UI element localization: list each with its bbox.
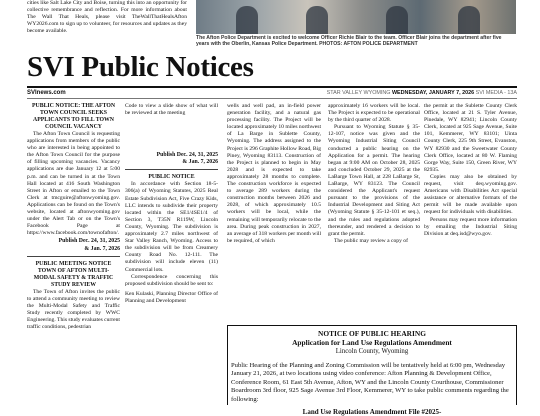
public-hearing-notice-box <box>227 325 517 416</box>
photo-figure <box>386 6 408 34</box>
notice-heading: PUBLIC NOTICE: THE AFTON TOWN COUNCIL SEEKS APPLICANTS TO FILL TOWN COUNCIL VACANCY <box>31 103 116 130</box>
publish-dates: Publish Dec. 24, 31, 2025 & Jan. 7, 2026 <box>58 238 120 252</box>
notice-body: Public Hearing of the Planning and Zoning Commission will be tentatively held at 6:00 pm, Wednesday January 21, 2026, at two locations using video conference: Afton Planning & Development Office, Conference Room, 61 East 5th Avenue, Afton, WY and the Lincoln County Courthouse, Commissioner Boardroom 3rd floor, 925 Sage Avenue 3rd Floor, Kemmerer, WY to take public comments regarding the following: <box>231 362 509 403</box>
contact-address: Ken Kulaski, Planning Director Office of Planning and Development <box>125 290 218 304</box>
notice-body: Pursuant to Wyoming Statute § 35-12-107, notice was given and the Wyoming Industrial Siting Council conducted a public hearing on the Application for a permit. The hearing began at 9:00 AM on October 28, 2025 and concluded October 29, 2025 at the LaBarge Town Hall, at 228 LaBarge St, LaBarge, WY 83123. The Council considered the Applicant's request pursuant to the provisions of the Industrial Development and Siting Act (Wyoming Statute § 35-12-101 et seq.), and the rules and regulations adopted thereunder, and rendered a decision to grant the permit. <box>328 124 420 237</box>
section-masthead <box>27 52 517 82</box>
notice-separator <box>125 169 218 170</box>
masthead-rule <box>27 86 517 88</box>
notice-body: Code to view a slide show of what will be reviewed at the meeting <box>125 103 218 117</box>
notice-body: Copies may also be obtained by request, visit deq.wyoming.gov. Americans with Disabilities Act special assistance or alternative formats of the permit will be made available upon request for individuals with disabilities. <box>424 173 517 216</box>
column-1 <box>27 103 120 331</box>
masthead-dateline <box>27 89 517 98</box>
notice-body: The Town of Afton invites the public to attend a community meeting to review the Multi-Modal Safety and Traffic Study recently completed by WWC Engineering. This study evaluates current traffic conditions, pedestrian <box>27 288 120 331</box>
notice-body: In accordance with Section 18-5-306(a) of Wyoming Statutes, 2025 Real Estate Subdivision Act, Five Crazy Kids, LLC intends to subdivide their property located within the SE1/4SE1/4 of Section 3, T35N R119W, Lincoln County, Wyoming. The subdivision is approximately 2.7 miles northwest of Star Valley Ranch, Wyoming. Access to the subdivision will be from Creamery County Road No. 12-111. The subdivision will include eleven (11) Commercial lots. <box>125 181 218 273</box>
section-title: SVI Public Notices <box>27 51 254 83</box>
notice-heading: PUBLIC NOTICE <box>148 174 195 181</box>
notice-body: approximately 16 workers will be local. The Project is expected to be operational by the third quarter of 2028. <box>328 103 420 124</box>
notice-body: the permit at the Sublette County Clerk Office, located at 21 S. Tyler Avenue, Pinedale, WY 82941; Lincoln County Clerk, located at 925 Sage Avenue, Suite 101, Kemmerer, WY 83101; Uinta County Clerk, 225 9th Street, Evanston, WY 82930 and the Sweetwater County Clerk Office, located at 80 W. Flaming Gorge Way, Suite 150, Green River, WY 82935. <box>424 103 517 173</box>
notice-body: The public may review a copy of <box>334 237 408 244</box>
column-4 <box>328 103 420 245</box>
wall-that-heals-article-text: cities like Salt Lake City and Boise, turning this into an opportunity for collective remembrance and reflection. For more information about The Wall That Heals, please visit TheWallThatHealsAfton WY2026.com to sign up to volunteer, for resources and updates as they become available. <box>27 0 187 35</box>
photo-figure <box>236 6 258 34</box>
column-2 <box>125 103 218 305</box>
notice-title: NOTICE OF PUBLIC HEARING Application for Land Use Regulations Amendment <box>292 329 452 347</box>
column-5 <box>424 103 517 238</box>
column-3 <box>227 103 321 245</box>
publish-dates: Publish Dec. 24, 31, 2025 & Jan. 7, 2026 <box>156 152 218 166</box>
previous-article-strip <box>0 0 540 46</box>
photo-figure <box>458 6 480 34</box>
photo-figure <box>306 6 328 34</box>
photo-caption: The Afton Police Department is excited to welcome Officer Richie Blair to the team. Officer Blair joins the department after five years with the Oberlin, Kansas Police Department. PHOTOS: AFTON POLICE DEPARTMENT <box>196 35 502 48</box>
qr-code-gap <box>125 117 218 151</box>
website-link[interactable]: SVInews.com <box>27 90 66 96</box>
notice-heading: PUBLIC MEETING NOTICE TOWN OF AFTON MULTI-MODAL SAFETY & TRAFFIC STUDY REVIEW <box>33 260 114 288</box>
notice-file-heading: Land Use Regulations Amendment File #2025- <box>302 408 442 416</box>
notice-body: The Afton Town Council is requesting applications from members of the public who are interested in being appointed to the Afton Town Council for the purpose of filling upcoming vacancies. Vacancy applications are due January 12 at 5:00 p.m. and can be turned in at the Town Hall located at 416 South Washington Street in Afton or emailed to the Town Clerk at tmcguire@aftonwyoming.gov. Applications can be found on the Town's website, located at aftonwyoming.gov under the Alert Tab or on the Town's Facebook Page at https://www.facebook.com/townofafton/. <box>27 131 120 237</box>
police-officer-photo <box>196 0 516 34</box>
notice-body: Correspondence concerning this proposed subdivision should be sent to: <box>125 273 218 287</box>
dateline: STAR VALLEY WYOMING WEDNESDAY, JANUARY 7, 2026 SVI MEDIA - 13A <box>326 90 517 96</box>
notice-body: wells and well pad, an in-field power generation facility, and a natural gas processing facility. The Project will be located approximately 10 miles northwest of La Barge in Sublette County, Wyoming. The address assigned to the Project is 296 Graphite Hollow Road, Big Piney, Wyoming 83113. Construction of the Project is planned to begin in May 2028 and is expected to take approximately 28 months to complete. The construction workforce is expected to average 289 workers during the construction months between 2026 and 2028, of which approximately 10.5 workers will be local, while the remaining will temporarily relocate to the area. During peak construction in 2027, an average of 318 workers per month will be required, of which <box>227 103 321 244</box>
dateline-rule <box>27 98 517 99</box>
notice-subtitle: Lincoln County, Wyoming <box>335 348 409 355</box>
notice-body: Persons may request more information by emailing the Industrial Siting Division at deq.isd@wyo.gov. <box>424 216 517 237</box>
notice-separator <box>27 256 120 257</box>
